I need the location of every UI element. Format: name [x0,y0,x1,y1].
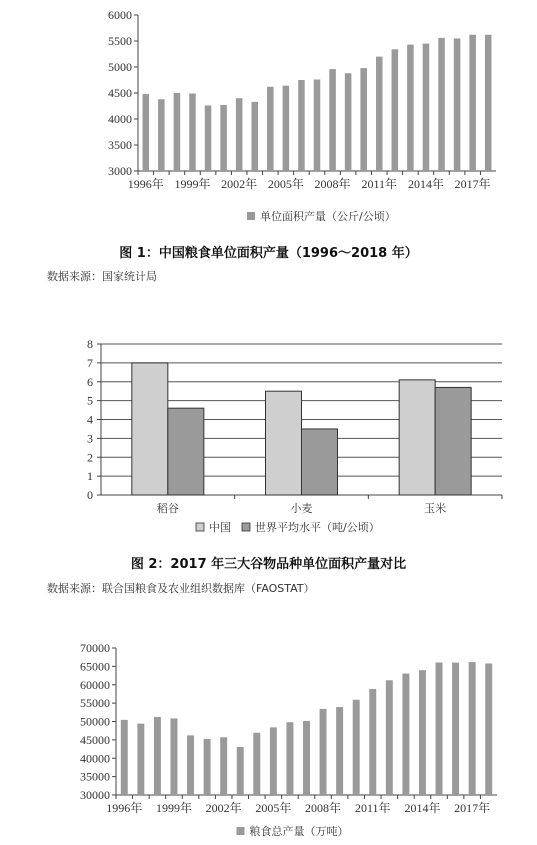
bar [270,727,277,795]
y-tick-label: 35000 [80,769,110,784]
x-tick-label: 玉米 [424,502,447,515]
x-tick-label: 2008年 [305,801,342,815]
x-tick-label: 1999年 [155,801,192,815]
bar [485,35,492,171]
y-tick-label: 4500 [108,86,132,100]
bar-china [399,380,435,495]
x-tick-label: 稻谷 [156,502,179,515]
bar [220,105,227,171]
bar [469,35,476,171]
bar [329,69,336,171]
bar [283,86,290,171]
y-tick-label: 4 [87,412,93,427]
legend-label: 中国 [209,521,231,534]
bar [345,73,352,171]
x-tick-label: 1996年 [127,177,164,191]
bar [303,721,310,795]
bar-china [266,391,302,495]
y-tick-label: 50000 [80,714,110,729]
bar [469,662,476,795]
y-tick-label: 70000 [80,641,110,655]
chart-3 [0,628,537,843]
y-tick-label: 40000 [80,751,110,766]
bar [402,674,409,795]
bar [286,722,293,795]
x-tick-label: 2005年 [255,801,292,815]
bar [205,105,212,171]
y-tick-label: 1 [87,469,93,484]
chart-2-plot [87,337,502,534]
bar [298,80,305,171]
y-tick-label: 60000 [80,677,110,692]
bar [353,700,360,795]
chart-1-title: 图 1：中国粮食单位面积产量（1996～2018 年） [119,246,418,261]
bar [267,87,274,171]
bar [336,707,343,795]
y-tick-label: 55000 [80,696,110,711]
y-tick-label: 65000 [80,659,110,674]
bar [187,735,194,795]
bar [369,689,376,795]
bar [485,663,492,795]
y-tick-label: 30000 [80,788,110,802]
y-tick-label: 5000 [108,60,132,74]
bar-world [302,429,338,495]
bar [251,102,258,171]
bar [360,68,367,171]
x-tick-label: 2014年 [404,801,441,815]
x-tick-label: 1996年 [106,801,143,815]
chart-2 [0,330,537,545]
bar [220,737,227,795]
legend-swatch [247,212,255,220]
bar [454,38,461,171]
y-tick-label: 4000 [108,112,132,126]
bar [143,94,150,171]
y-tick-label: 3 [87,431,93,446]
x-tick-label: 2005年 [267,177,304,191]
bar [419,670,426,795]
bar [438,38,445,171]
x-tick-label: 2014年 [407,177,444,191]
x-tick-label: 2002年 [205,801,242,815]
bar [137,724,144,795]
legend-swatch [237,827,245,835]
bar [320,709,327,795]
bar [314,79,321,171]
bar [237,747,244,795]
x-tick-label: 小麦 [290,502,313,515]
bar-china [132,363,168,495]
chart-2-title: 图 2：2017 年三大谷物品种单位面积产量对比 [130,557,407,572]
legend-swatch [196,523,204,531]
chart-1 [0,0,537,240]
x-tick-label: 2017年 [454,177,491,191]
bar [189,94,196,171]
x-tick-label: 2017年 [454,801,491,815]
chart-1-source: 数据来源：国家统计局 [47,270,157,283]
bar [452,663,459,795]
y-tick-label: 45000 [80,732,110,747]
legend-label: 粮食总产量（万吨） [249,825,349,838]
y-tick-label: 3000 [108,164,132,178]
legend-swatch [242,523,250,531]
bar [121,720,128,795]
bar [158,99,165,171]
bar [236,98,243,171]
y-tick-label: 8 [87,337,93,351]
bar [253,733,260,795]
y-tick-label: 7 [87,355,93,370]
x-tick-label: 2011年 [361,177,398,191]
bar [154,717,161,795]
y-tick-label: 6 [87,374,93,389]
y-tick-label: 0 [87,488,93,502]
chart-3-plot [80,641,497,838]
legend-label: 单位面积产量（公斤/公顷） [260,210,396,223]
bar [386,680,393,795]
x-tick-label: 2008年 [314,177,351,191]
bar [170,718,177,795]
bar [392,49,399,171]
chart-1-plot [108,8,496,223]
y-tick-label: 3500 [108,138,132,152]
chart-2-source: 数据来源：联合国粮食及农业组织数据库（FAOSTAT） [47,582,315,595]
y-tick-label: 5500 [108,34,132,48]
x-tick-label: 1999年 [174,177,211,191]
bar [423,44,430,171]
y-tick-label: 5 [87,393,93,408]
bar [436,662,443,795]
legend-label: 世界平均水平（吨/公顷） [255,521,380,534]
x-tick-label: 2011年 [354,801,391,815]
bar-world [435,387,471,495]
bar [204,739,211,795]
bar [376,57,383,171]
bar [174,93,181,171]
y-tick-label: 2 [87,450,93,465]
bar-world [168,408,204,495]
y-tick-label: 6000 [108,8,132,22]
x-tick-label: 2002年 [221,177,258,191]
bar [407,45,414,171]
